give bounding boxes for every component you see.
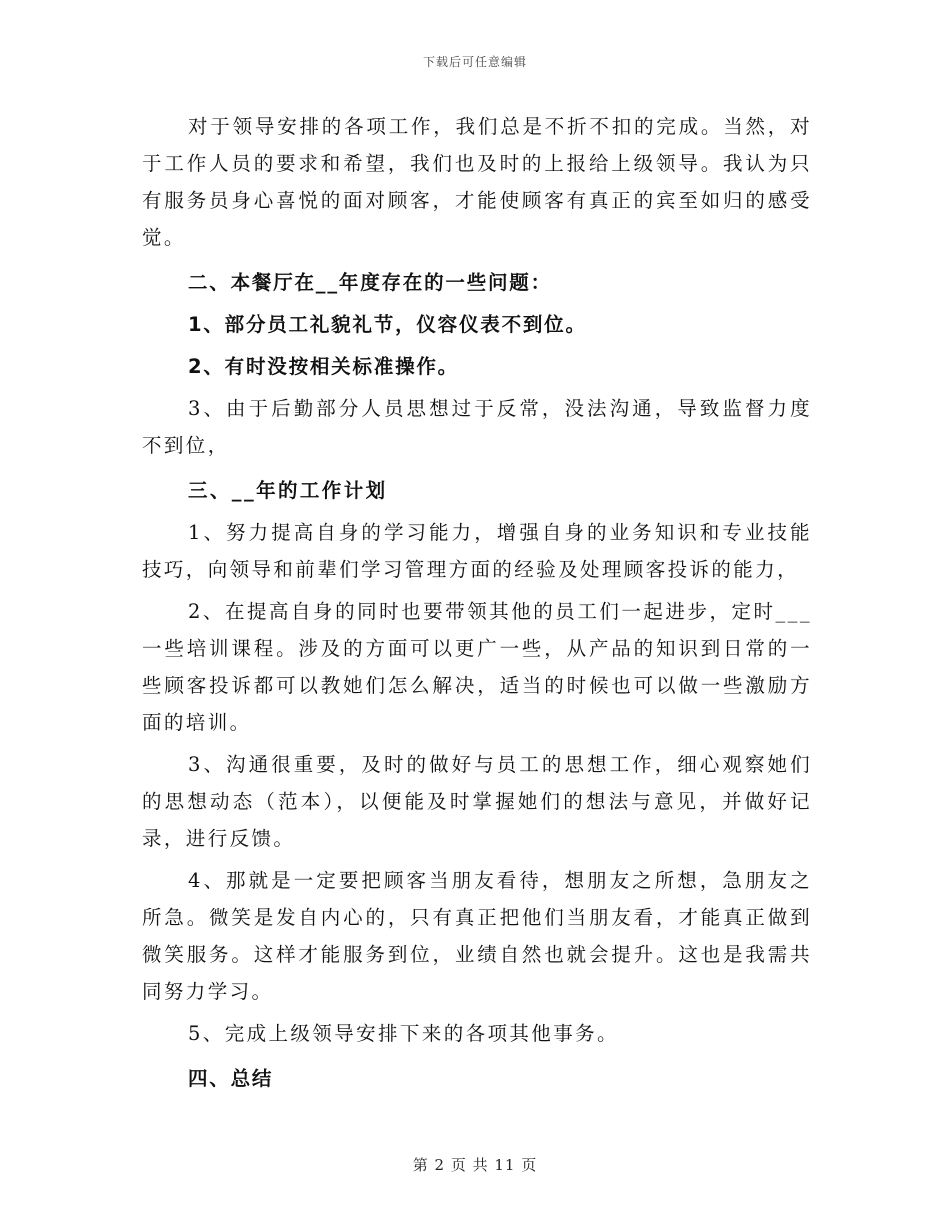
- plan-item-2: 2、在提高自身的同时也要带领其他的员工们一起进步，定时___一些培训课程。涉及的方面可以更广一些，从产品的知识到日常的一些顾客投诉都可以教她们怎么解决，适当的时候也可以做一些激励方面的培训。: [142, 600, 812, 734]
- page-header: 下载后可任意编辑: [422, 55, 527, 69]
- plan-item-5: 5、完成上级领导安排下来的各项其他事务。: [188, 1022, 619, 1045]
- plan-item-1: 1、努力提高自身的学习能力，增强自身的业务知识和专业技能技巧，向领导和前辈们学习管理方面的经验及处理顾客投诉的能力，: [142, 521, 812, 581]
- document-body: [142, 108, 812, 1097]
- page-number: 第 2 页 共 11 页: [412, 1156, 538, 1174]
- issue-item-2: 2、有时没按相关标准操作。: [188, 355, 459, 378]
- section-heading-plan: 三、__年的工作计划: [188, 479, 388, 502]
- issue-item-1: 1、部分员工礼貌礼节，仪容仪表不到位。: [188, 313, 587, 336]
- section-heading-problems: 二、本餐厅在__年度存在的一些问题：: [188, 271, 552, 294]
- issue-item-3: 3、由于后勤部分人员思想过于反常，没法沟通，导致监督力度不到位，: [142, 397, 812, 457]
- section-heading-summary: 四、总结: [188, 1067, 274, 1090]
- plan-item-4: 4、那就是一定要把顾客当朋友看待，想朋友之所想，急朋友之所急。微笑是发自内心的，只有真正把他们当朋友看，才能真正做到微笑服务。这样才能服务到位，业绩自然也就会提升。这也是我需共同努力学习。: [142, 869, 812, 1003]
- plan-item-3: 3、沟通很重要，及时的做好与员工的思想工作，细心观察她们的思想动态（范本），以便能及时掌握她们的想法与意见，并做好记录，进行反馈。: [142, 753, 812, 850]
- paragraph-intro: 对于领导安排的各项工作，我们总是不折不扣的完成。当然，对于工作人员的要求和希望，我们也及时的上报给上级领导。我认为只有服务员身心喜悦的面对顾客，才能使顾客有真正的宾至如归的感受觉。: [142, 115, 812, 249]
